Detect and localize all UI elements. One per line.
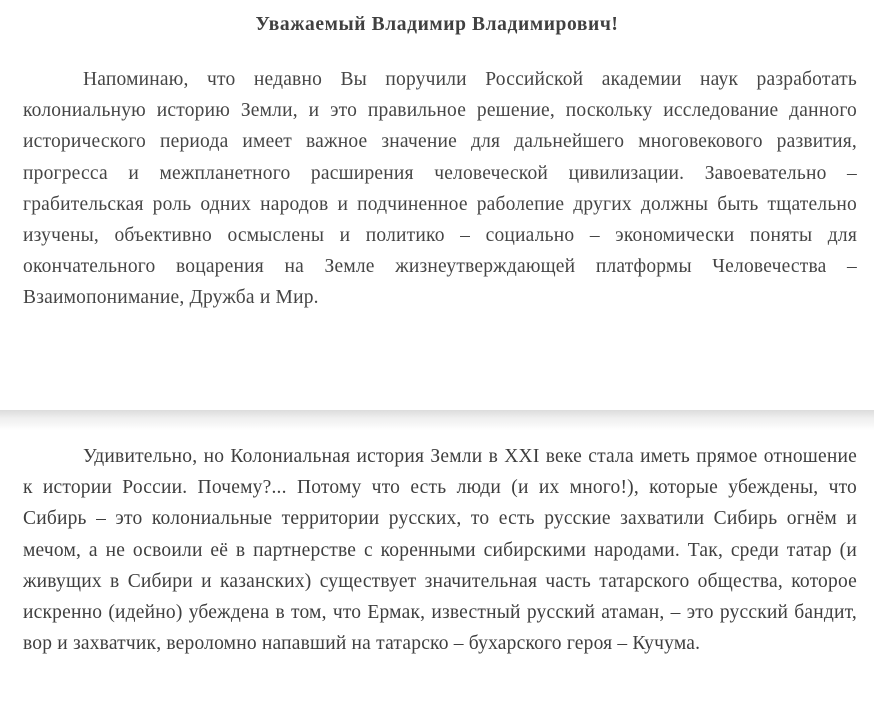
letter-paragraph-2: Удивительно, но Колониальная история Земли в XXI веке стала иметь прямое отношение к истории России. Почему?... Потому что есть люди (и их много!), которые убеждены, что Сибирь – это колониальные территории русских, то есть русские захватили Сибирь огнём и мечом, а не освоили её в партнерстве с коренными сибирскими народами. Так, среди татар (и живущих в Сибири и казанских) существует значительная часть татарского общества, которое искренно (идейно) убеждена в том, что Ермак, известный русский атаман, – это русский бандит, вор и захватчик, вероломно напавший на татарско – бухарского героя – Кучума. xyxy=(23,446,857,655)
letter-paragraph-1: Напоминаю, что недавно Вы поручили Российской академии наук разработать колониальную историю Земли, и это правильное решение, поскольку исследование данного исторического периода имеет важное значение для дальнейшего многовекового развития, прогресса и межпланетного расширения человеческой цивилизации. Завоевательно – грабительская роль одних народов и подчиненное раболепие других должны быть тщательно изучены, объективно осмыслены и политико – социально – экономически поняты для окончательного воцарения на Земле жизнеутверждающей платформы Человечества – Взаимопонимание, Дружба и Мир. xyxy=(23,69,857,309)
page-separator xyxy=(0,410,874,430)
letter-salutation: Уважаемый Владимир Владимирович! xyxy=(255,14,619,35)
